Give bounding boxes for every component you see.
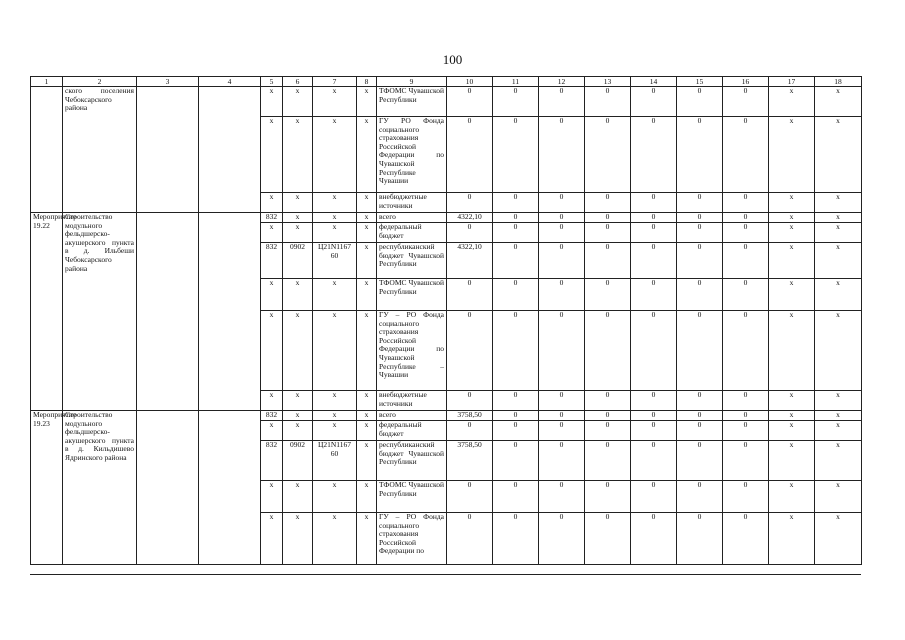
value-cell: 0 — [677, 117, 723, 193]
value-cell: 0 — [723, 311, 769, 391]
funding-source-cell: ГУ – РО Фонда социального страхования Российской Федерации по Чувашской Республике – Чувашии — [377, 311, 447, 391]
col3-cell — [137, 411, 199, 565]
value-cell: 0 — [677, 421, 723, 441]
funding-source-cell: ГУ – РО Фонда социального страхования Российской Федерации по — [377, 513, 447, 565]
section-code-cell: х — [283, 411, 313, 421]
responsible-cell: х — [261, 193, 283, 213]
funding-source-cell: ТФОМС Чувашской Республики — [377, 279, 447, 311]
value-cell: 0 — [447, 421, 493, 441]
target-code-cell: Ц21N1167 60 — [313, 441, 357, 481]
column-header: 17 — [769, 77, 815, 87]
section-code-cell: х — [283, 311, 313, 391]
value-cell: х — [769, 391, 815, 411]
value-cell: 0 — [631, 87, 677, 117]
column-header: 16 — [723, 77, 769, 87]
value-cell: х — [769, 513, 815, 565]
responsible-cell: х — [261, 391, 283, 411]
value-cell: х — [815, 391, 862, 411]
target-code-cell: х — [313, 117, 357, 193]
table-row — [31, 87, 862, 117]
column-header: 14 — [631, 77, 677, 87]
value-cell: 0 — [631, 213, 677, 223]
value-cell: х — [815, 441, 862, 481]
column-header: 8 — [357, 77, 377, 87]
value-cell: 0 — [493, 223, 539, 243]
value-cell: 0 — [539, 481, 585, 513]
value-cell: 0 — [539, 117, 585, 193]
value-cell: 0 — [447, 193, 493, 213]
value-cell: 0 — [677, 391, 723, 411]
value-cell: 0 — [631, 421, 677, 441]
value-cell: х — [815, 213, 862, 223]
column-header: 4 — [199, 77, 261, 87]
value-cell: 0 — [723, 223, 769, 243]
value-cell: 0 — [723, 513, 769, 565]
responsible-cell: х — [261, 421, 283, 441]
funding-source-cell: внебюджетные источники — [377, 193, 447, 213]
column-header: 5 — [261, 77, 283, 87]
responsible-cell: х — [261, 87, 283, 117]
type-code-cell: х — [357, 213, 377, 223]
section-code-cell: х — [283, 213, 313, 223]
column-header: 7 — [313, 77, 357, 87]
value-cell: х — [769, 243, 815, 279]
column-header: 13 — [585, 77, 631, 87]
section-code-cell: х — [283, 223, 313, 243]
value-cell: х — [769, 311, 815, 391]
type-code-cell: х — [357, 481, 377, 513]
col4-cell — [199, 213, 261, 411]
value-cell: х — [769, 117, 815, 193]
section-code-cell: 0902 — [283, 441, 313, 481]
value-cell: 0 — [723, 441, 769, 481]
value-cell: х — [815, 411, 862, 421]
value-cell: 0 — [585, 87, 631, 117]
value-cell: 0 — [539, 243, 585, 279]
value-cell: 0 — [447, 513, 493, 565]
target-code-cell: х — [313, 391, 357, 411]
value-cell: 0 — [723, 87, 769, 117]
value-cell: 0 — [723, 193, 769, 213]
value-cell: 0 — [493, 193, 539, 213]
responsible-cell: х — [261, 117, 283, 193]
type-code-cell: х — [357, 311, 377, 391]
value-cell: х — [815, 421, 862, 441]
value-cell: 0 — [723, 117, 769, 193]
funding-source-cell: внебюджетные источники — [377, 391, 447, 411]
responsible-cell: х — [261, 481, 283, 513]
value-cell: х — [769, 481, 815, 513]
value-cell: 0 — [631, 513, 677, 565]
value-cell: 0 — [631, 223, 677, 243]
value-cell: 3758,50 — [447, 411, 493, 421]
section-code-cell: х — [283, 421, 313, 441]
value-cell: 0 — [585, 213, 631, 223]
value-cell: 0 — [677, 193, 723, 213]
responsible-cell: 832 — [261, 411, 283, 421]
value-cell: х — [815, 279, 862, 311]
column-header: 12 — [539, 77, 585, 87]
value-cell: 0 — [631, 481, 677, 513]
type-code-cell: х — [357, 411, 377, 421]
value-cell: 0 — [585, 311, 631, 391]
measure-name: Строительство модульного фельдшерско-акушерского пункта в д. Ильбеши Чебоксарского района — [63, 213, 137, 411]
section-code-cell: х — [283, 117, 313, 193]
target-code-cell: х — [313, 481, 357, 513]
value-cell: 0 — [539, 513, 585, 565]
target-code-cell: х — [313, 421, 357, 441]
value-cell: 0 — [539, 193, 585, 213]
funding-source-cell: ГУ РО Фонда социального страхования Российской Федерации по Чувашской Республике Чувашии — [377, 117, 447, 193]
value-cell: 0 — [447, 279, 493, 311]
value-cell: 0 — [631, 411, 677, 421]
value-cell: 0 — [631, 311, 677, 391]
value-cell: х — [815, 193, 862, 213]
type-code-cell: х — [357, 513, 377, 565]
target-code-cell: х — [313, 213, 357, 223]
target-code-cell: х — [313, 193, 357, 213]
type-code-cell: х — [357, 391, 377, 411]
column-header: 3 — [137, 77, 199, 87]
value-cell: 0 — [677, 481, 723, 513]
funding-source-cell: федеральный бюджет — [377, 421, 447, 441]
value-cell: х — [769, 441, 815, 481]
column-header: 6 — [283, 77, 313, 87]
page-number: 100 — [442, 52, 463, 67]
type-code-cell: х — [357, 279, 377, 311]
column-header: 15 — [677, 77, 723, 87]
type-code-cell: х — [357, 421, 377, 441]
target-code-cell: х — [313, 279, 357, 311]
type-code-cell: х — [357, 193, 377, 213]
section-code-cell: х — [283, 391, 313, 411]
funding-source-cell: республиканский бюджет Чувашской Республики — [377, 243, 447, 279]
value-cell: 0 — [631, 279, 677, 311]
value-cell: х — [815, 87, 862, 117]
value-cell: 0 — [493, 279, 539, 311]
value-cell: 0 — [539, 213, 585, 223]
type-code-cell: х — [357, 87, 377, 117]
value-cell: 0 — [631, 193, 677, 213]
type-code-cell: х — [357, 117, 377, 193]
funding-source-cell: всего — [377, 213, 447, 223]
measure-label: Мероприятие 19.22 — [31, 213, 63, 411]
type-code-cell: х — [357, 223, 377, 243]
value-cell: х — [769, 279, 815, 311]
value-cell: 0 — [493, 391, 539, 411]
type-code-cell: х — [357, 441, 377, 481]
value-cell: 0 — [447, 87, 493, 117]
value-cell: 3758,50 — [447, 441, 493, 481]
value-cell: 0 — [723, 213, 769, 223]
responsible-cell: 832 — [261, 441, 283, 481]
value-cell: 4322,10 — [447, 243, 493, 279]
table-row — [31, 411, 862, 421]
value-cell: х — [769, 193, 815, 213]
value-cell: 0 — [493, 481, 539, 513]
funding-source-cell: федеральный бюджет — [377, 223, 447, 243]
value-cell: х — [769, 223, 815, 243]
target-code-cell: х — [313, 513, 357, 565]
value-cell: 0 — [493, 117, 539, 193]
value-cell: 0 — [539, 411, 585, 421]
col3-cell — [137, 213, 199, 411]
value-cell: 0 — [493, 311, 539, 391]
section-code-cell: х — [283, 513, 313, 565]
column-header: 9 — [377, 77, 447, 87]
measure-label: Мероприятие 19.23 — [31, 411, 63, 565]
responsible-cell: 832 — [261, 243, 283, 279]
value-cell: 0 — [631, 441, 677, 481]
value-cell: х — [815, 481, 862, 513]
responsible-cell: х — [261, 311, 283, 391]
value-cell: 0 — [585, 117, 631, 193]
target-code-cell: Ц21N1167 60 — [313, 243, 357, 279]
value-cell: 0 — [539, 441, 585, 481]
value-cell: 0 — [447, 311, 493, 391]
value-cell: 0 — [677, 223, 723, 243]
value-cell: 0 — [723, 243, 769, 279]
value-cell: 0 — [723, 481, 769, 513]
value-cell: 0 — [677, 213, 723, 223]
column-header: 2 — [63, 77, 137, 87]
value-cell: 0 — [493, 87, 539, 117]
measure-name: Строительство модульного фельдшерско-акушерского пункта в д. Кильдишево Ядринского района — [63, 411, 137, 565]
value-cell: 0 — [677, 243, 723, 279]
value-cell: 0 — [539, 391, 585, 411]
value-cell: 0 — [585, 279, 631, 311]
value-cell: 0 — [585, 193, 631, 213]
funding-source-cell: ТФОМС Чувашской Республики — [377, 481, 447, 513]
target-code-cell: х — [313, 223, 357, 243]
measure-label — [31, 87, 63, 213]
value-cell: 0 — [677, 441, 723, 481]
section-code-cell: х — [283, 279, 313, 311]
column-header: 11 — [493, 77, 539, 87]
target-code-cell: х — [313, 87, 357, 117]
measure-name: ского поселения Чебоксарского района — [63, 87, 137, 213]
value-cell: 0 — [677, 311, 723, 391]
section-code-cell: х — [283, 87, 313, 117]
responsible-cell: х — [261, 279, 283, 311]
section-code-cell: 0902 — [283, 243, 313, 279]
value-cell: 0 — [677, 87, 723, 117]
header-row — [31, 77, 862, 87]
value-cell: х — [815, 117, 862, 193]
value-cell: 0 — [447, 117, 493, 193]
value-cell: 0 — [493, 411, 539, 421]
col3-cell — [137, 87, 199, 213]
value-cell: 0 — [493, 421, 539, 441]
value-cell: 0 — [539, 279, 585, 311]
value-cell: 0 — [585, 391, 631, 411]
col4-cell — [199, 411, 261, 565]
value-cell: 0 — [539, 223, 585, 243]
budget-table — [30, 76, 862, 565]
value-cell: 4322,10 — [447, 213, 493, 223]
value-cell: х — [815, 243, 862, 279]
value-cell: 0 — [493, 243, 539, 279]
value-cell: 0 — [585, 411, 631, 421]
value-cell: 0 — [677, 279, 723, 311]
value-cell: 0 — [539, 87, 585, 117]
value-cell: 0 — [447, 391, 493, 411]
table-row — [31, 213, 862, 223]
value-cell: 0 — [447, 223, 493, 243]
value-cell: 0 — [539, 311, 585, 391]
value-cell: х — [815, 311, 862, 391]
value-cell: 0 — [631, 243, 677, 279]
value-cell: х — [769, 411, 815, 421]
funding-source-cell: республиканский бюджет Чувашской Республики — [377, 441, 447, 481]
value-cell: 0 — [585, 513, 631, 565]
value-cell: х — [769, 87, 815, 117]
type-code-cell: х — [357, 243, 377, 279]
value-cell: 0 — [493, 441, 539, 481]
value-cell: 0 — [631, 391, 677, 411]
value-cell: 0 — [585, 441, 631, 481]
value-cell: х — [815, 513, 862, 565]
column-header: 1 — [31, 77, 63, 87]
value-cell: 0 — [723, 279, 769, 311]
value-cell: 0 — [493, 213, 539, 223]
responsible-cell: х — [261, 513, 283, 565]
value-cell: 0 — [585, 243, 631, 279]
section-code-cell: х — [283, 193, 313, 213]
value-cell: 0 — [585, 421, 631, 441]
value-cell: 0 — [585, 223, 631, 243]
responsible-cell: х — [261, 223, 283, 243]
value-cell: 0 — [677, 411, 723, 421]
col4-cell — [199, 87, 261, 213]
target-code-cell: х — [313, 311, 357, 391]
value-cell: 0 — [539, 421, 585, 441]
value-cell: х — [769, 421, 815, 441]
value-cell: 0 — [585, 481, 631, 513]
column-header: 18 — [815, 77, 862, 87]
section-code-cell: х — [283, 481, 313, 513]
value-cell: 0 — [723, 411, 769, 421]
target-code-cell: х — [313, 411, 357, 421]
funding-source-cell: всего — [377, 411, 447, 421]
value-cell: 0 — [723, 421, 769, 441]
funding-source-cell: ТФОМС Чувашской Республики — [377, 87, 447, 117]
value-cell: 0 — [723, 391, 769, 411]
column-header: 10 — [447, 77, 493, 87]
responsible-cell: 832 — [261, 213, 283, 223]
value-cell: 0 — [631, 117, 677, 193]
value-cell: 0 — [447, 481, 493, 513]
value-cell: 0 — [677, 513, 723, 565]
value-cell: х — [769, 213, 815, 223]
value-cell: х — [815, 223, 862, 243]
table-bottom-border — [30, 574, 861, 575]
value-cell: 0 — [493, 513, 539, 565]
